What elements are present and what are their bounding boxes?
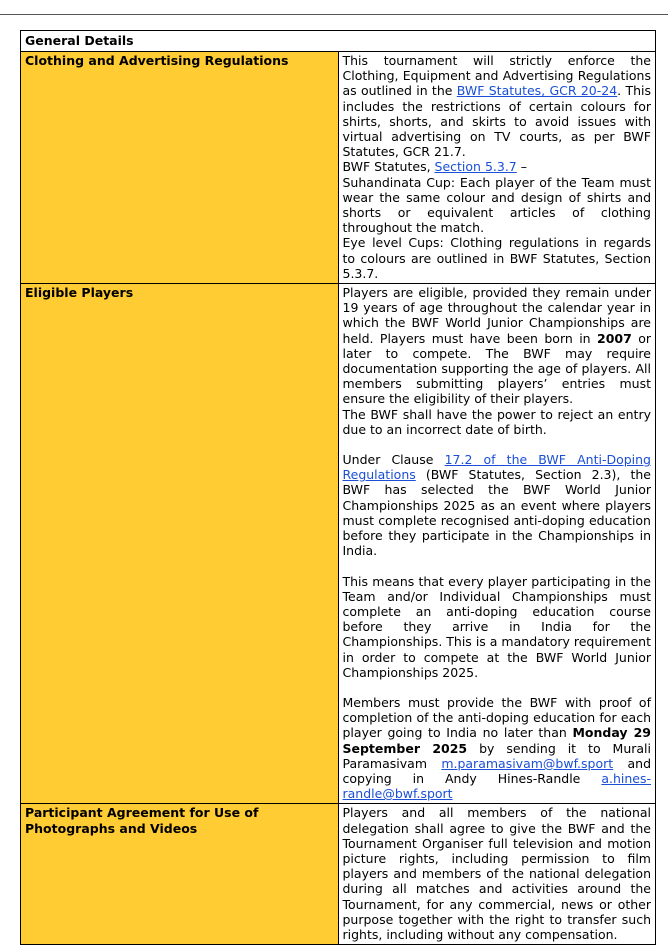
clothing-para-1 — [343, 53, 652, 159]
agreement-para-1: Players and all members of the national delegation shall agree to give the BWF and the Tournament Organiser full television and motion picture rights, including permission to film players and members of the national delegation during all matches and activities around the Tournament, for any commercial, news or other purpose together with the right to transfer such rights, including without any compensation. — [342, 805, 651, 942]
general-details-table — [20, 30, 656, 945]
eligible-para-5 — [343, 695, 652, 801]
table-header: General Details — [21, 31, 656, 52]
row-label-participant-agreement: Participant Agreement for Use of Photographs and Videos — [21, 804, 339, 945]
email-link-hines-randle[interactable]: a.hines-randle@bwf.sport — [342, 770, 651, 802]
text: . This includes the restrictions of certain colours for shirts, shorts, and skirts to avoid issues with virtual advertising on TV courts, as per BWF Statutes, GCR 21.7. — [342, 83, 651, 160]
bwf-statutes-gcr-link[interactable]: BWF Statutes, GCR 20-24 — [456, 83, 618, 99]
eligible-para-3 — [343, 452, 652, 558]
row-label-eligible: Eligible Players — [21, 284, 339, 804]
table-row-eligible — [21, 284, 656, 804]
text: (BWF Statutes, Section 2.3), the BWF has selected the BWF World Junior Championships 2025 as an event where players must complete recognised anti-doping education before they participate in the Championships in India. — [342, 467, 651, 559]
text: BWF Statutes, — [342, 159, 435, 175]
page-top-rule — [0, 14, 668, 15]
anti-doping-regulations-link[interactable]: 17.2 of the BWF Anti-Doping Regulations — [342, 452, 651, 483]
text: – — [516, 159, 527, 175]
text: Players are eligible, provided they remain under 19 years of age throughout the calendar year in which the BWF World Junior Championships are held. Players must have been born in — [342, 285, 651, 346]
text: This tournament will strictly enforce the Clothing, Equipment and Advertising Regulations as outlined in the — [342, 53, 651, 99]
spacer — [343, 437, 652, 452]
eligible-para-4: This means that every player participating in the Team and/or Individual Championships must complete an anti-doping education course before they arrive in India for the Championships. This is a mandatory requirement in order to compete at the BWF World Junior Championships 2025. — [342, 573, 651, 680]
spacer — [343, 559, 652, 574]
table-row-participant-agreement — [21, 804, 656, 945]
clothing-para-3: Suhandinata Cup: Each player of the Team must wear the same colour and design of shirts and shorts or equivalent articles of clothing throughout the match. — [342, 174, 651, 236]
spacer — [343, 680, 652, 695]
text: Members must provide the BWF with proof of completion of the anti-doping education for each player going to India no later than — [342, 694, 651, 741]
table-row-clothing — [21, 52, 656, 284]
deadline-date: Monday 29 September 2025 — [342, 725, 651, 756]
row-content-eligible — [338, 284, 656, 804]
row-content-clothing — [338, 52, 656, 284]
table-header-row — [21, 31, 656, 52]
birth-year: 2007 — [597, 330, 632, 346]
eligible-para-1 — [343, 285, 652, 407]
clothing-para-2 — [343, 159, 652, 174]
eligible-para-2: The BWF shall have the power to reject an entry due to an incorrect date of birth. — [342, 406, 651, 437]
row-label-clothing: Clothing and Advertising Regulations — [21, 52, 339, 284]
text: or later to compete. The BWF may require documentation supporting the age of players. All members submitting players’ entries must ensure the eligibility of their players. — [342, 330, 651, 407]
row-content-participant-agreement — [338, 804, 656, 945]
email-link-paramasivam[interactable]: m.paramasivam@bwf.sport — [441, 755, 614, 771]
text: and copying in Andy Hines-Randle — [342, 755, 651, 786]
section-5-3-7-link[interactable]: Section 5.3.7 — [434, 159, 517, 175]
text: Under Clause — [342, 452, 445, 468]
text: by sending it to Murali Paramasivam — [342, 740, 651, 771]
clothing-para-4: Eye level Cups: Clothing regulations in regards to colours are outlined in BWF Statutes, Section 5.3.7. — [342, 235, 651, 281]
